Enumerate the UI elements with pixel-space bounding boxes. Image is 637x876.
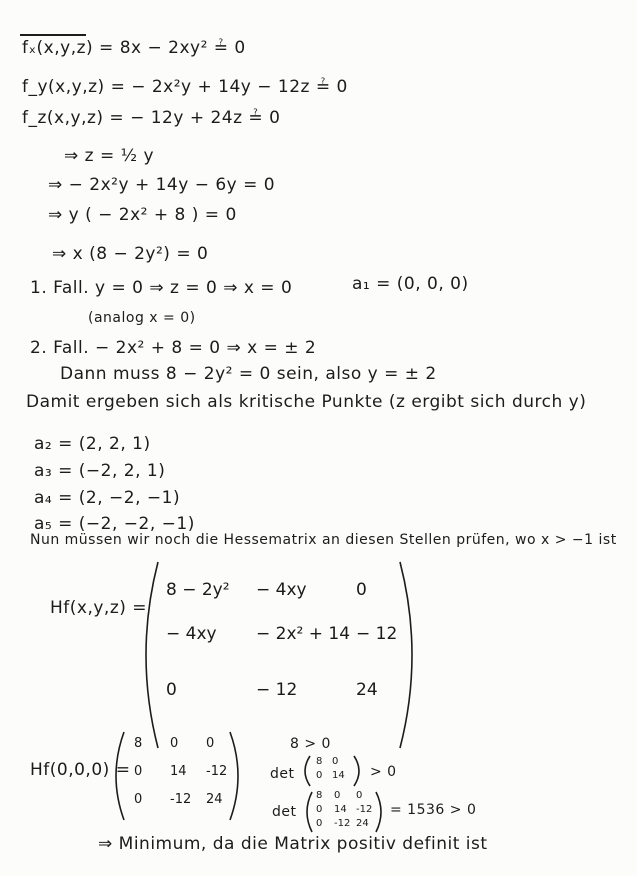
hesse-origin-cell-r3-c3: 24	[206, 792, 223, 807]
hesse-label-origin: Hf(0,0,0) =	[30, 760, 131, 780]
minor-2-cell-r1-c1: 8	[316, 756, 323, 767]
hesse-origin-cell-r3-c2: -12	[170, 792, 192, 807]
minor-3-cell-r3-c1: 0	[316, 818, 323, 829]
case-2-condition: Dann muss 8 − 2y² = 0 sein, also y = ± 2	[60, 364, 437, 384]
minor-3-right-paren	[374, 790, 384, 834]
minor-2-cell-r2-c2: 14	[332, 770, 345, 781]
minor-2-result: > 0	[370, 764, 397, 780]
hesse-general-cell-r1-c1: 8 − 2y²	[166, 580, 230, 600]
heading-underline	[20, 34, 86, 36]
hesse-general-cell-r2-c3: − 12	[356, 624, 398, 644]
minor-2-left-paren	[302, 754, 312, 788]
hesse-intro: Nun müssen wir noch die Hessematrix an diesen Stellen prüfen, wo x > −1 ist	[30, 532, 617, 548]
hesse-origin-cell-r2-c1: 0	[134, 764, 143, 779]
case-1: 1. Fall. y = 0 ⇒ z = 0 ⇒ x = 0	[30, 278, 293, 298]
derivation-z: ⇒ z = ½ y	[64, 146, 155, 166]
hesse-general-cell-r3-c1: 0	[166, 680, 177, 700]
minor-3-cell-r3-c3: 24	[356, 818, 369, 829]
point-a1: a₁ = (0, 0, 0)	[352, 274, 469, 294]
point-a4: a₄ = (2, −2, −1)	[34, 488, 181, 508]
hesse-general-cell-r2-c1: − 4xy	[166, 624, 217, 644]
point-a3: a₃ = (−2, 2, 1)	[34, 461, 166, 481]
hesse-origin-cell-r2-c2: 14	[170, 764, 187, 779]
minor-2-det-label: det	[270, 766, 295, 782]
point-a2: a₂ = (2, 2, 1)	[34, 434, 151, 454]
hesse-general-left-paren	[140, 560, 160, 750]
minor-2-cell-r1-c2: 0	[332, 756, 339, 767]
equation-fy: f_y(x,y,z) = − 2x²y + 14y − 12z ≟ 0	[22, 77, 348, 97]
minor-3-det-label: det	[272, 804, 297, 820]
critical-points-intro: Damit ergeben sich als kritische Punkte (z ergibt sich durch y)	[26, 392, 587, 412]
minor-3-cell-r1-c1: 8	[316, 790, 323, 801]
minor-3-cell-r3-c2: -12	[334, 818, 351, 829]
conclusion: ⇒ Minimum, da die Matrix positiv definit ist	[98, 834, 488, 854]
equation-fx: fₓ(x,y,z) = 8x − 2xy² ≟ 0	[22, 38, 246, 58]
case-2: 2. Fall. − 2x² + 8 = 0 ⇒ x = ± 2	[30, 338, 317, 358]
hesse-general-cell-r3-c3: 24	[356, 680, 378, 700]
hesse-origin-cell-r1-c3: 0	[206, 736, 215, 751]
hesse-origin-left-paren	[112, 730, 126, 822]
equation-fz: f_z(x,y,z) = − 12y + 24z ≟ 0	[22, 108, 281, 128]
minor-3-cell-r2-c1: 0	[316, 804, 323, 815]
hesse-general-cell-r2-c2: − 2x² + 14	[256, 624, 351, 644]
hesse-general-cell-r1-c3: 0	[356, 580, 367, 600]
minor-3-cell-r1-c2: 0	[334, 790, 341, 801]
minor-3-result: = 1536 > 0	[390, 802, 477, 818]
hesse-general-cell-r3-c2: − 12	[256, 680, 298, 700]
hesse-general-right-paren	[398, 560, 418, 750]
derivation-factor-y: ⇒ y ( − 2x² + 8 ) = 0	[48, 205, 237, 225]
hesse-origin-cell-r2-c3: -12	[206, 764, 228, 779]
case-1-analog: (analog x = 0)	[88, 310, 196, 326]
minor-2-right-paren	[352, 754, 362, 788]
minor-2-cell-r2-c1: 0	[316, 770, 323, 781]
hesse-origin-right-paren	[228, 730, 242, 822]
hesse-origin-cell-r1-c2: 0	[170, 736, 179, 751]
point-a5: a₅ = (−2, −2, −1)	[34, 514, 195, 534]
minor-3-cell-r2-c2: 14	[334, 804, 347, 815]
minor-1-condition: 8 > 0	[290, 736, 331, 752]
hesse-general-cell-r1-c2: − 4xy	[256, 580, 307, 600]
hesse-origin-cell-r3-c1: 0	[134, 792, 143, 807]
derivation-substitution: ⇒ − 2x²y + 14y − 6y = 0	[48, 175, 276, 195]
hesse-label-general: Hf(x,y,z) =	[50, 598, 148, 618]
minor-3-left-paren	[304, 790, 314, 834]
minor-3-cell-r1-c3: 0	[356, 790, 363, 801]
minor-3-cell-r2-c3: -12	[356, 804, 373, 815]
hesse-origin-cell-r1-c1: 8	[134, 736, 143, 751]
derivation-factor-x: ⇒ x (8 − 2y²) = 0	[52, 244, 209, 264]
